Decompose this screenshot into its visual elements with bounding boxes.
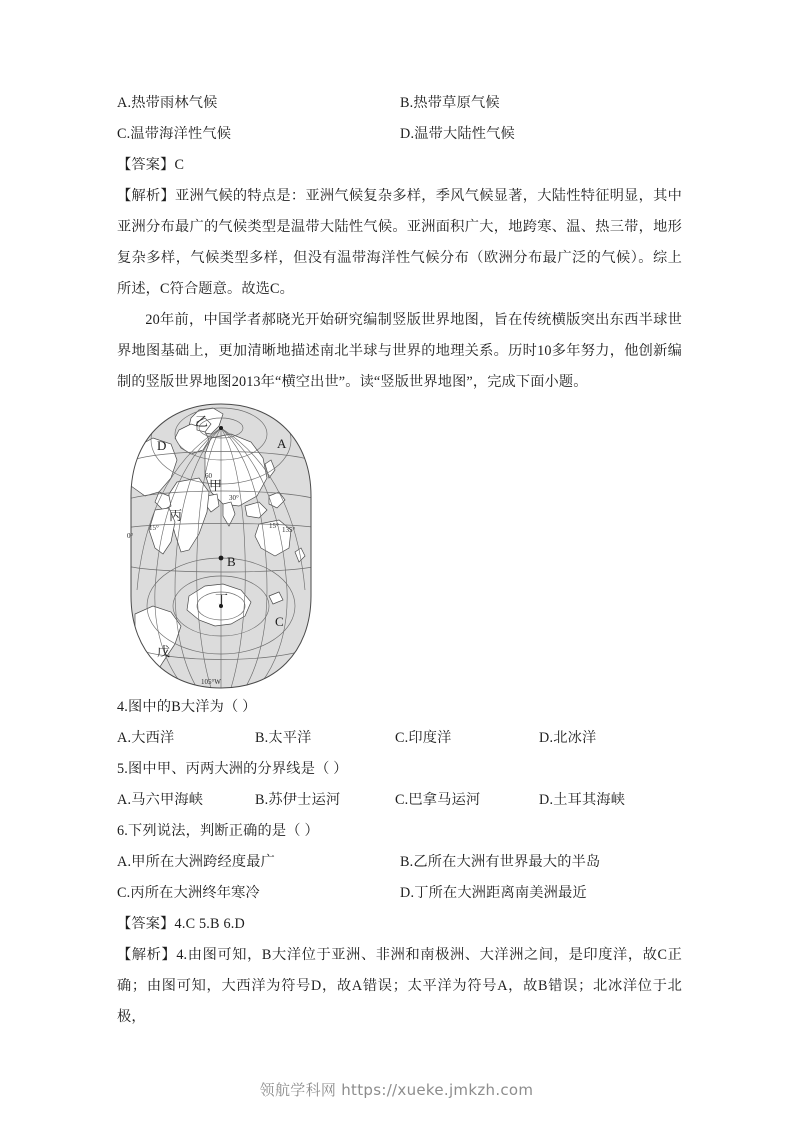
question-6-options-row-1 [117, 847, 682, 878]
map-lon-label-135: 135° [282, 526, 296, 534]
map-label-wu: 戊 [157, 644, 171, 659]
q5-option-a: A.马六甲海峡 [117, 792, 204, 808]
north-pole-point [219, 426, 223, 430]
q5-option-c: C.巴拿马运河 [395, 792, 481, 808]
q3-option-a: A.热带雨林气候 [117, 95, 218, 111]
q5-option-b: B.苏伊士运河 [255, 792, 341, 808]
question-6-options-row-2 [117, 878, 682, 909]
q4-option-c: C.印度洋 [395, 730, 452, 746]
map-label-b: B [227, 554, 236, 569]
map-label-yi: 乙 [195, 414, 209, 429]
map-lat-label-60: 60 [205, 472, 212, 480]
reading-passage: 20年前，中国学者郝晓光开始研究编制竖版世界地图，旨在传统横版突出东西半球世界地图基础上，更加清晰地描述南北半球与世界的地理关系。历时10多年努力，他创新编制的竖版世界地图2013年“横空出世”。读“竖版世界地图”，完成下面小题。 [117, 312, 682, 390]
q4-option-a: A.大西洋 [117, 730, 175, 746]
map-lat-label-0: 0° [127, 532, 134, 540]
map-lat-label-15-right: 15° [269, 522, 279, 530]
map-figure-canvas [119, 400, 324, 692]
map-label-ding: 丁 [215, 592, 229, 607]
page-content [117, 88, 682, 1033]
q456-answer: 【答案】4.C 5.B 6.D [117, 916, 245, 932]
footer-watermark: 领航学科网 https://xueke.jmkzh.com [259, 1081, 534, 1099]
map-label-d: D [157, 438, 167, 453]
question-6-stem: 6.下列说法，判断正确的是（ ） [117, 823, 319, 839]
q5-option-d: D.土耳其海峡 [539, 792, 626, 808]
q6-option-d: D.丁所在大洲距离南美洲最近 [400, 885, 587, 901]
q6-option-b: B.乙所在大洲有世界最大的半岛 [400, 854, 601, 870]
map-label-c: C [275, 614, 284, 629]
figure-vertical-world-map [117, 400, 682, 692]
map-lat-label-15-left: 15° [149, 524, 159, 532]
q3-option-c: C.温带海洋性气候 [117, 126, 232, 142]
q4-option-d: D.北冰洋 [539, 730, 597, 746]
map-label-a: A [277, 436, 287, 451]
ocean-b-point [219, 556, 224, 561]
q456-explanation: 【解析】4.由图可知，B大洋位于亚洲、非洲和南极洲、大洋洲之间，是印度洋，故C正确；由图可知，大西洋为符号D，故A错误；太平洋为符号A，故B错误；北冰洋位于北极， [117, 947, 682, 1025]
q6-option-c: C.丙所在大洲终年寒冷 [117, 885, 260, 901]
q3-explanation: 【解析】亚洲气候的特点是：亚洲气候复杂多样，季风气候显著，大陆性特征明显，其中亚洲分布最广的气候类型是温带大陆性气候。亚洲面积广大，地跨寒、温、热三带，地形复杂多样，气候类型多样，但没有温带海洋性气候分布（欧洲分布最广泛的气候）。综上所述，C符合题意。故选C。 [117, 188, 682, 297]
question-4-options [117, 723, 682, 754]
q4-option-b: B.太平洋 [255, 730, 312, 746]
q3-option-d: D.温带大陆性气候 [400, 126, 515, 142]
map-lat-label-30: 30° [229, 494, 239, 502]
q3-options-row-2 [117, 119, 682, 150]
question-5-options [117, 785, 682, 816]
q3-answer: 【答案】C [117, 157, 185, 173]
map-label-bing: 丙 [169, 508, 183, 523]
map-label-jia: 甲 [209, 478, 223, 493]
map-bottom-meridian-label: 105°W [201, 678, 221, 686]
question-5-stem: 5.图中甲、丙两大洲的分界线是（ ） [117, 761, 348, 777]
q3-options-row-1 [117, 88, 682, 119]
q3-option-b: B.热带草原气候 [400, 95, 500, 111]
q6-option-a: A.甲所在大洲跨经度最广 [117, 854, 276, 870]
question-4-stem: 4.图中的B大洋为（ ） [117, 699, 257, 715]
